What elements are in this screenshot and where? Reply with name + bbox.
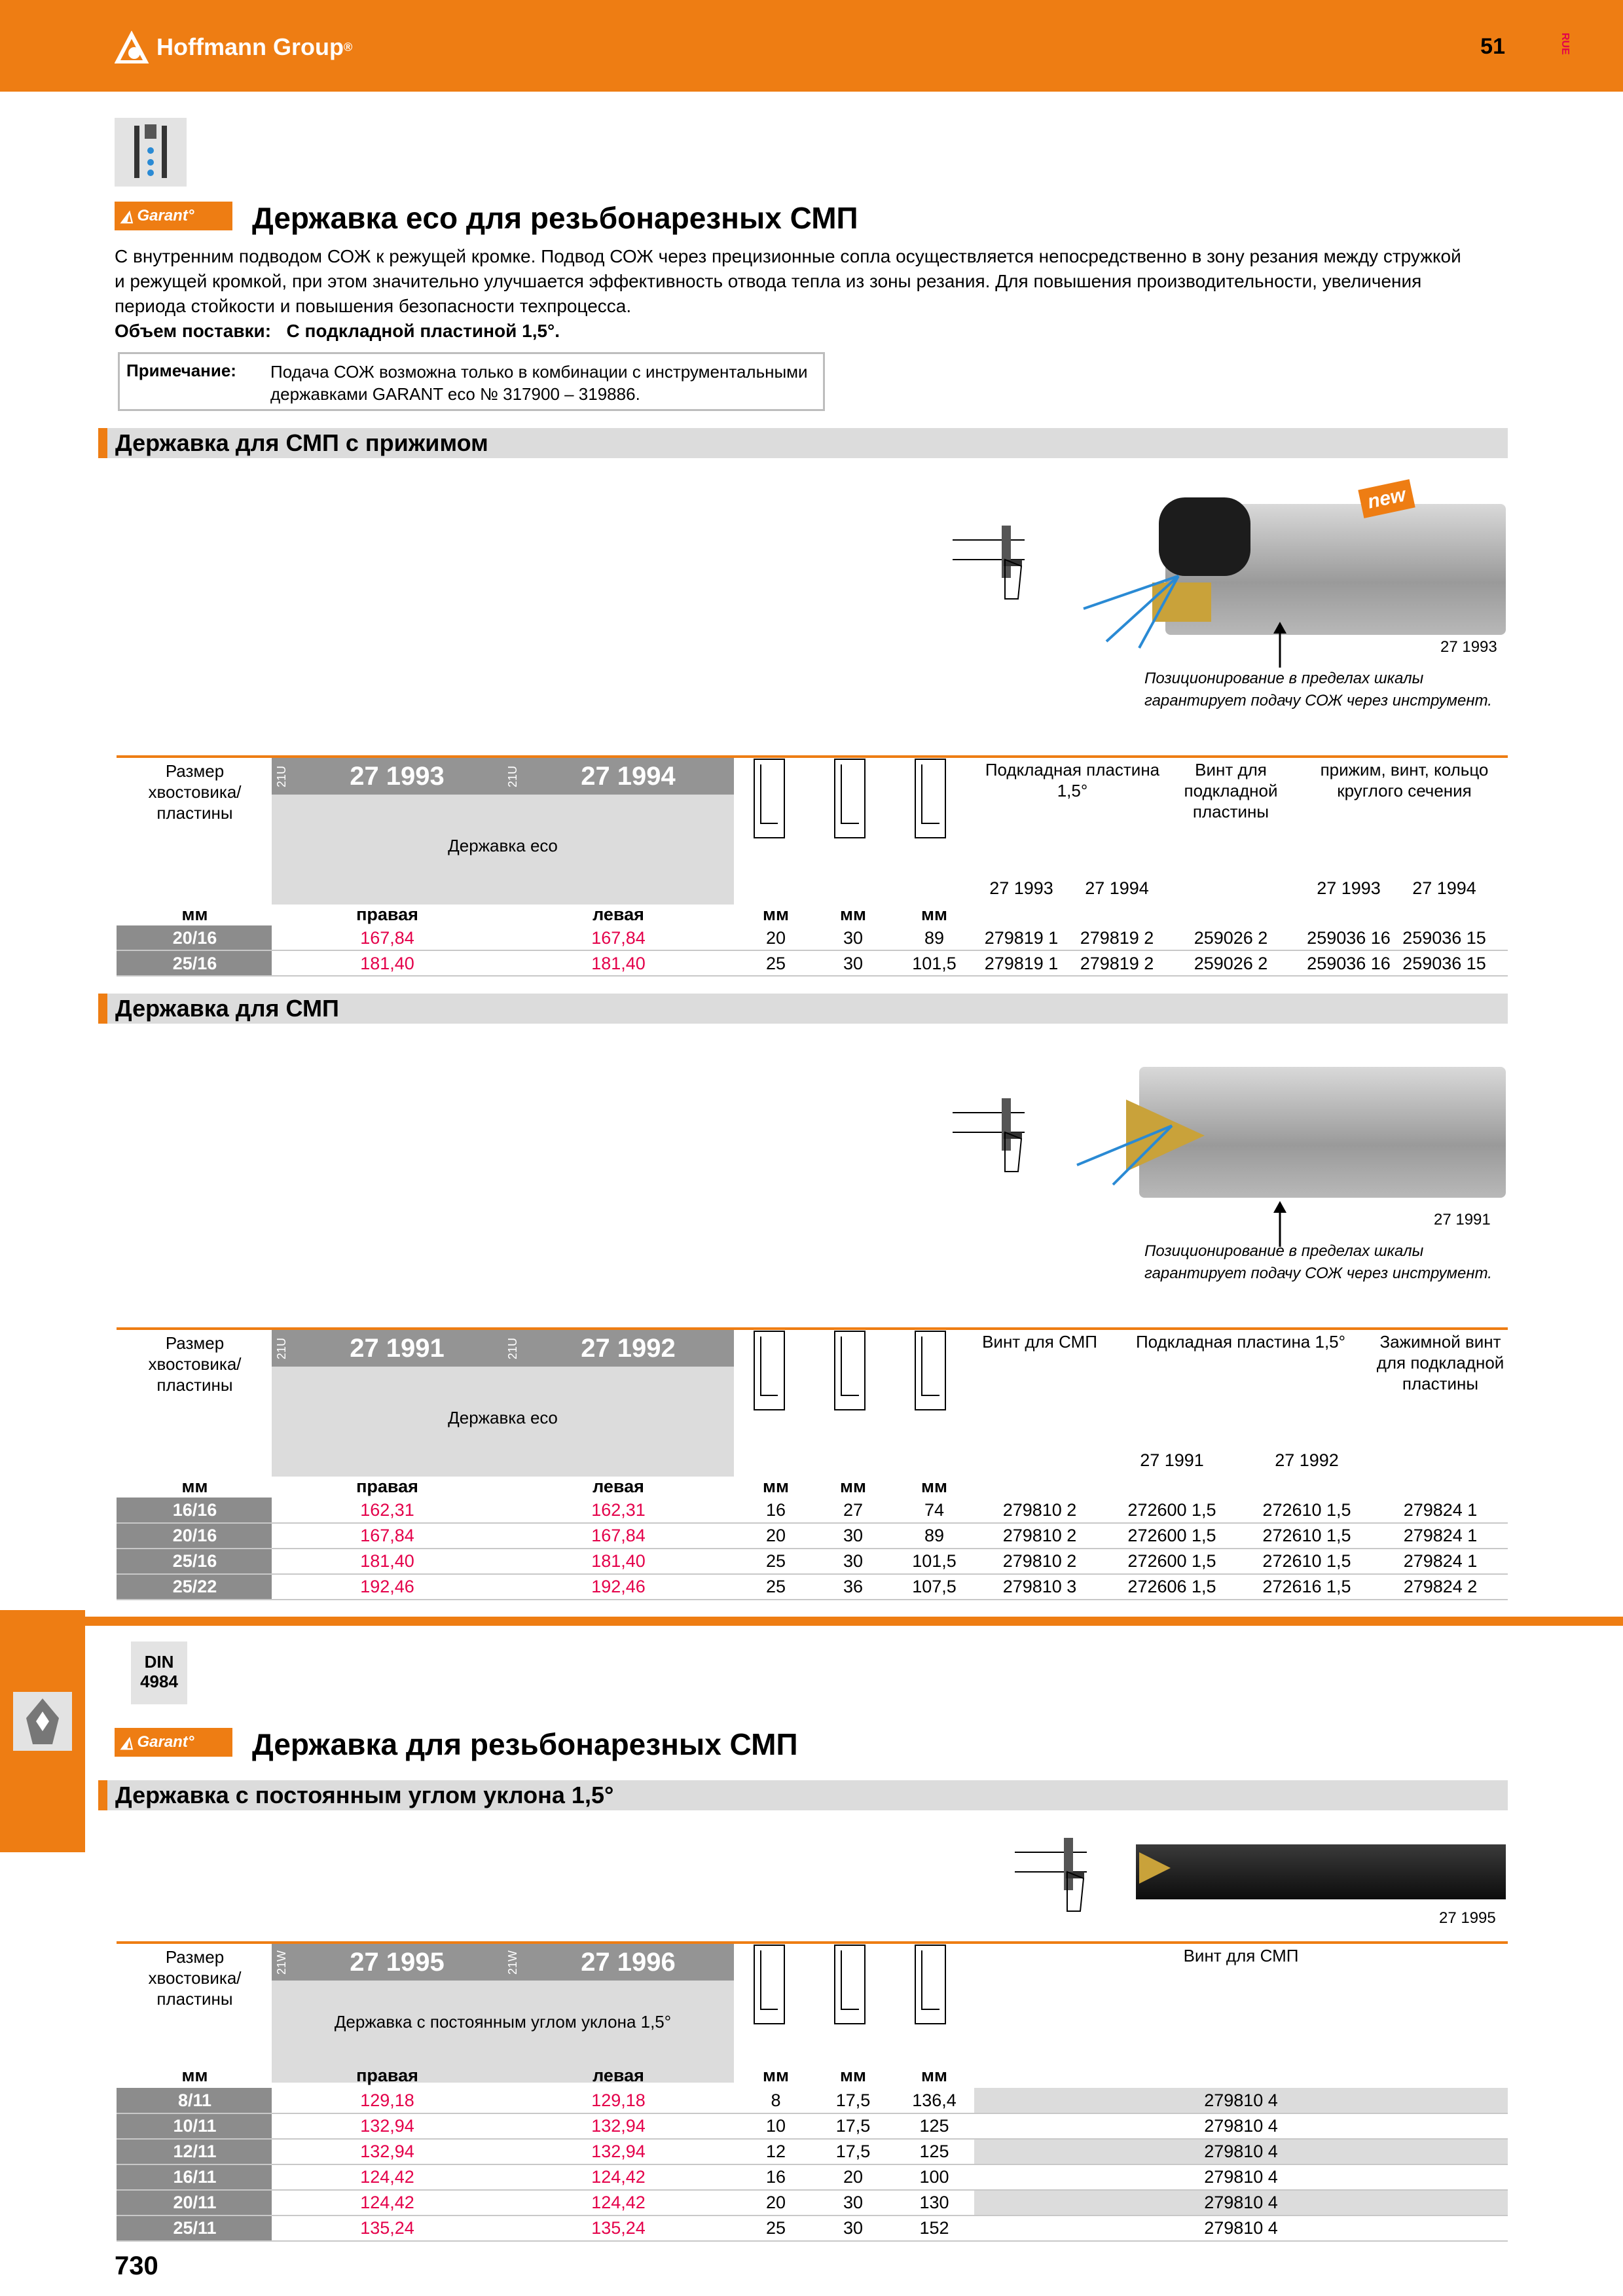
holder-type-label: Державка eco (448, 836, 558, 855)
row-separator (117, 2240, 1508, 2242)
unit-label: мм (840, 2066, 866, 2085)
hoffmann-logo-icon (115, 31, 153, 63)
dim-h: 10 (765, 2116, 786, 2136)
holder-schematic-icon (953, 1093, 1038, 1178)
dim-h: 25 (765, 2218, 786, 2238)
din-badge (131, 1641, 187, 1704)
dim-b: 36 (843, 1577, 864, 1596)
garant-badge: ◭ Garant ° (115, 1728, 232, 1757)
sub-header: 27 1993 (989, 878, 1053, 898)
holder-type-label: Державка с постоянным углом уклона 1,5° (334, 2012, 672, 2032)
caption-line: Позиционирование в пределах шкалы (1144, 1242, 1424, 1260)
price-right[interactable]: 181,40 (360, 954, 414, 973)
shim-left: 272616 1,5 (1262, 1577, 1351, 1596)
price-right[interactable]: 135,24 (360, 2218, 414, 2238)
price-right[interactable]: 124,42 (360, 2193, 414, 2212)
arrow-up-icon (1270, 622, 1290, 668)
price-left[interactable]: 124,42 (591, 2193, 646, 2212)
dim-l: 89 (924, 928, 945, 948)
dim-b: 20 (843, 2167, 864, 2187)
insert-screw: 279810 2 (1002, 1551, 1077, 1571)
right-label: правая (356, 1477, 418, 1496)
dimension-icons (753, 1944, 982, 2032)
insert-screw: 279810 4 (1204, 2142, 1278, 2161)
unit-label: мм (921, 1477, 947, 1496)
clamp-left: 259036 15 (1402, 928, 1486, 948)
image-code: 27 1993 (1440, 638, 1497, 656)
clamp-screw: 279824 2 (1403, 1577, 1478, 1596)
dim-l: 74 (924, 1500, 945, 1520)
price-left[interactable]: 129,18 (591, 2090, 646, 2110)
sub-header: 27 1991 (1140, 1450, 1204, 1470)
dim-b: 30 (843, 2193, 864, 2212)
dim-l: 130 (919, 2193, 949, 2212)
din-number: 4984 (140, 1672, 178, 1691)
dim-h: 25 (765, 1577, 786, 1596)
price-left[interactable]: 135,24 (591, 2218, 646, 2238)
garant-badge-label: Garant (137, 207, 188, 224)
dim-h: 25 (765, 954, 786, 973)
din-label: DIN (144, 1652, 174, 1672)
coolant-icon (115, 118, 187, 187)
col-screw-header: Винт для СМП (982, 1332, 1097, 1352)
price-right[interactable]: 167,84 (360, 1526, 414, 1545)
block1-description (115, 244, 1522, 344)
page-number: 730 (115, 2251, 158, 2280)
garant-badge: ◭ Garant ° (115, 202, 232, 230)
article-code-left: 27 1994 (522, 758, 734, 795)
holder-schematic-icon (953, 520, 1038, 605)
garant-logo-icon: ◭ (121, 1733, 134, 1751)
brand-name: Hoffmann Group (156, 33, 344, 60)
clamp-screw: 279824 1 (1403, 1500, 1478, 1520)
shim-left: 272610 1,5 (1262, 1500, 1351, 1520)
dim-b: 30 (843, 1526, 864, 1545)
dim-l: 152 (919, 2218, 949, 2238)
garant-badge-label: Garant (137, 1733, 188, 1751)
desc-line: периода стойкости и повышения безопасности техпроцесса. (115, 296, 632, 316)
clamp-right: 259036 16 (1307, 954, 1391, 973)
scope-of-delivery (115, 319, 1522, 344)
dim-h: 20 (765, 928, 786, 948)
dim-b: 30 (843, 2218, 864, 2238)
row-size: 20/11 (173, 2193, 217, 2212)
price-left[interactable]: 167,84 (591, 1526, 646, 1545)
insert-screw: 279810 2 (1002, 1526, 1077, 1545)
language-code: RUE (1559, 33, 1571, 55)
desc-line: и режущей кромкой, при этом значительно улучшается эффективность отвода тепла из зоны резания. Для повышения производительности, увеличения (115, 271, 1422, 291)
price-right[interactable]: 192,46 (360, 1577, 414, 1596)
unit-label: мм (181, 1477, 208, 1496)
insert-screw: 279810 4 (1204, 2116, 1278, 2136)
shim-right: 272600 1,5 (1127, 1500, 1216, 1520)
side-tab[interactable] (0, 1610, 85, 1852)
row-size: 16/11 (173, 2167, 217, 2187)
coolant-jet-icon (1080, 563, 1185, 655)
dim-b: 30 (843, 954, 864, 973)
dim-l: 107,5 (912, 1577, 957, 1596)
row-size: 25/16 (172, 1551, 217, 1571)
article-code-left: 27 1996 (522, 1944, 734, 1981)
note-line: Подача СОЖ возможна только в комбинации с инструментальными (270, 362, 808, 382)
note-line: державками GARANT eco № 317900 – 319886. (270, 384, 640, 404)
size-header: Размер хвостовика/ пластины (148, 1947, 242, 2009)
desc-line: С внутренним подводом СОЖ к режущей кромке. Подвод СОЖ через прецизионные сопла осуществляется непосредственно в зону резания между стружкой (115, 246, 1461, 266)
shim-right: 272600 1,5 (1127, 1551, 1216, 1571)
shim-right: 272606 1,5 (1127, 1577, 1216, 1596)
shim-left: 279819 2 (1080, 954, 1154, 973)
clamp-screw: 279824 1 (1403, 1526, 1478, 1545)
thread-insert-tab-icon (13, 1692, 72, 1751)
section-title-holder: Державка для СМП (98, 994, 1508, 1024)
dim-b: 17,5 (835, 2090, 871, 2110)
left-label: левая (593, 1477, 644, 1496)
row-size: 8/11 (177, 2090, 212, 2110)
section-divider (0, 1617, 1623, 1626)
price-left[interactable]: 192,46 (591, 1577, 646, 1596)
row-size: 20/16 (172, 928, 217, 948)
garant-logo-icon: ◭ (121, 207, 134, 225)
positioning-caption (1144, 668, 1492, 712)
dim-l: 89 (924, 1526, 945, 1545)
dim-l: 101,5 (912, 1551, 957, 1571)
dim-l: 125 (919, 2116, 949, 2136)
note-box (118, 352, 825, 411)
row-size: 16/16 (172, 1500, 217, 1520)
code-tag: 21U (503, 758, 522, 795)
clamp-left: 259036 15 (1402, 954, 1486, 973)
col-clamp-header: Зажимной винт для подкладной пластины (1376, 1332, 1504, 1393)
insert-screw: 279810 4 (1204, 2193, 1278, 2212)
price-left[interactable]: 162,31 (591, 1500, 646, 1520)
size-header: Размер хвостовика/ пластины (148, 761, 242, 823)
price-right[interactable]: 132,94 (360, 2116, 414, 2136)
holder-schematic-icon (1015, 1833, 1100, 1918)
price-left[interactable]: 124,42 (591, 2167, 646, 2187)
shim-left: 279819 2 (1080, 928, 1154, 948)
shim-right: 279819 1 (984, 928, 1059, 948)
insert-screw: 279810 3 (1002, 1577, 1077, 1596)
insert-screw: 279810 4 (1204, 2218, 1278, 2238)
price-right[interactable]: 132,94 (360, 2142, 414, 2161)
price-right[interactable]: 124,42 (360, 2167, 414, 2187)
section-title-clamp-holder: Державка для СМП с прижимом (98, 428, 1508, 458)
image-code: 27 1995 (1439, 1909, 1496, 1927)
shim-screw: 259026 2 (1194, 954, 1268, 973)
row-size: 12/11 (173, 2142, 217, 2161)
scope-label: Объем поставки: (115, 321, 272, 341)
left-label: левая (593, 905, 644, 924)
unit-label: мм (840, 905, 866, 924)
block2-title: Державка для резьбонарезных СМП (252, 1727, 798, 1761)
price-right[interactable]: 129,18 (360, 2090, 414, 2110)
sub-header: 27 1992 (1275, 1450, 1339, 1470)
unit-label: мм (840, 1477, 866, 1496)
article-code-left: 27 1992 (522, 1330, 734, 1367)
section-title-constant-angle: Державка с постоянным углом уклона 1,5° (98, 1780, 1508, 1810)
dim-h: 16 (765, 2167, 786, 2187)
shim-right: 272600 1,5 (1127, 1526, 1216, 1545)
dim-l: 125 (919, 2142, 949, 2161)
unit-label: мм (763, 1477, 789, 1496)
block1-title: Державка eco для резьбонарезных СМП (252, 201, 858, 235)
price-right[interactable]: 162,31 (360, 1500, 414, 1520)
caption-line: гарантирует подачу СОЖ через инструмент. (1144, 692, 1492, 709)
holder-type-label: Державка eco (448, 1408, 558, 1427)
shim-left: 272610 1,5 (1262, 1551, 1351, 1571)
caption-line: гарантирует подачу СОЖ через инструмент. (1144, 1265, 1492, 1282)
dim-l: 136,4 (912, 2090, 957, 2110)
row-size: 20/16 (172, 1526, 217, 1545)
dimension-icons (753, 758, 982, 846)
price-right[interactable]: 181,40 (360, 1551, 414, 1571)
article-code-right: 27 1991 (291, 1330, 503, 1367)
dim-h: 16 (765, 1500, 786, 1520)
dim-l: 100 (919, 2167, 949, 2187)
unit-label: мм (921, 905, 947, 924)
scope-value: С подкладной пластиной 1,5°. (286, 321, 560, 341)
dim-b: 17,5 (835, 2142, 871, 2161)
dim-h: 8 (771, 2090, 781, 2110)
shim-left: 272610 1,5 (1262, 1526, 1351, 1545)
insert-screw: 279810 4 (1204, 2167, 1278, 2187)
row-size: 25/16 (172, 954, 217, 973)
price-left[interactable]: 167,84 (591, 928, 646, 948)
sub-header: 27 1994 (1085, 878, 1149, 898)
insert-screw: 279810 2 (1002, 1500, 1077, 1520)
constant-angle-holder-photo (1136, 1844, 1506, 1899)
dim-h: 20 (765, 2193, 786, 2212)
row-separator (117, 1599, 1508, 1600)
insert-screw: 279810 4 (1204, 2090, 1278, 2110)
unit-label: мм (763, 905, 789, 924)
code-tag: 21U (272, 1330, 291, 1367)
code-tag: 21W (272, 1944, 291, 1981)
note-text (270, 361, 820, 405)
shim-screw: 259026 2 (1194, 928, 1268, 948)
new-badge: new (1358, 479, 1415, 518)
size-header: Размер хвостовика/ пластины (148, 1333, 242, 1395)
code-tag: 21U (272, 758, 291, 795)
price-right[interactable]: 167,84 (360, 928, 414, 948)
col-clamp-header: прижим, винт, кольцо круглого сечения (1320, 760, 1489, 800)
col-shim-header: Подкладная пластина 1,5° (985, 760, 1160, 800)
row-size: 25/22 (172, 1577, 217, 1596)
clamp-screw: 279824 1 (1403, 1551, 1478, 1571)
article-code-right: 27 1993 (291, 758, 503, 795)
unit-label: мм (763, 2066, 789, 2085)
dim-h: 25 (765, 1551, 786, 1571)
article-code-right: 27 1995 (291, 1944, 503, 1981)
sub-header: 27 1994 (1412, 878, 1476, 898)
left-label: левая (593, 2066, 644, 2085)
code-tag: 21U (503, 1330, 522, 1367)
coolant-jet-icon (1074, 1113, 1178, 1191)
dimension-icons (753, 1330, 982, 1418)
dim-h: 20 (765, 1526, 786, 1545)
unit-label: мм (921, 2066, 947, 2085)
right-label: правая (356, 2066, 418, 2085)
col-shim-header: Подкладная пластина 1,5° (1135, 1332, 1346, 1352)
dim-l: 101,5 (912, 954, 957, 973)
shim-right: 279819 1 (984, 954, 1059, 973)
dim-b: 30 (843, 1551, 864, 1571)
col-shim-screw-header: Винт для подкладной пластины (1184, 760, 1278, 821)
dim-b: 30 (843, 928, 864, 948)
row-size: 10/11 (173, 2116, 217, 2136)
row-size: 25/11 (173, 2218, 217, 2238)
right-label: правая (356, 905, 418, 924)
code-tag: 21W (503, 1944, 522, 1981)
positioning-caption (1144, 1240, 1492, 1285)
unit-label: мм (181, 2066, 208, 2085)
brand-logo[interactable]: Hoffmann Group ® (115, 27, 352, 67)
catalog-section-number: 51 (1480, 34, 1505, 59)
price-left[interactable]: 181,40 (591, 954, 646, 973)
dim-h: 12 (765, 2142, 786, 2161)
col-screw-header: Винт для СМП (1183, 1946, 1299, 1965)
price-left[interactable]: 132,94 (591, 2142, 646, 2161)
price-left[interactable]: 132,94 (591, 2116, 646, 2136)
dim-b: 17,5 (835, 2116, 871, 2136)
dim-b: 27 (843, 1500, 864, 1520)
sub-header: 27 1993 (1317, 878, 1381, 898)
clamp-right: 259036 16 (1307, 928, 1391, 948)
price-left[interactable]: 181,40 (591, 1551, 646, 1571)
image-code: 27 1991 (1434, 1211, 1491, 1229)
note-label: Примечание: (126, 361, 236, 380)
caption-line: Позиционирование в пределах шкалы (1144, 670, 1424, 687)
unit-label: мм (181, 905, 208, 924)
